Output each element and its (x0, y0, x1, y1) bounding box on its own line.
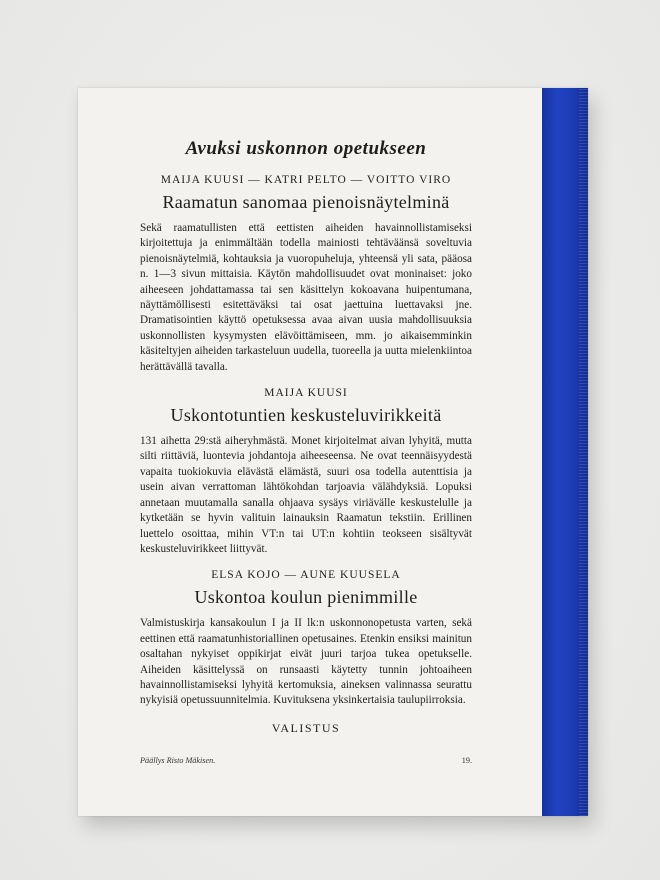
book-entry-2 (140, 387, 472, 557)
book-2-description: 131 aihetta 29:stä aiheryhmästä. Monet kirjoitelmat aivan lyhyitä, mutta silti riittäviä, luontevia johdantoja aiheeseensa. Ne ovat teennäisyydestä vapaita tuokiokuvia elävästä elämästä, suuri osa todella autenttisia ja usein aivan verrattoman lähtökohdan tarjoavia välähdyksiä. Lopuksi annetaan muutamalla sanalla ohjaava sysäys viriävälle keskustelulle ja kytketään se hyvin valituin lainauksin Raamatun tekstiin. Erillinen luettelo osoittaa, mihin VT:n tai UT:n kohtiin teokseen sisältyvät keskusteluvirikkeet liittyvät. (140, 435, 472, 555)
book-1-title: Raamatun sanomaa pienoisnäytelminä (162, 192, 450, 212)
book-2-title: Uskontotuntien keskusteluvirikkeitä (170, 405, 442, 426)
book-entry-1 (140, 174, 472, 375)
catalog-number: 19. (461, 756, 472, 765)
cover-page (78, 88, 542, 816)
book-3-authors: ELSA KOJO — AUNE KUUSELA (211, 569, 401, 582)
blue-spine (542, 88, 588, 816)
cover-text (140, 138, 472, 736)
publisher-name: VALISTUS (271, 720, 341, 735)
book-3-description: Valmistuskirja kansakoulun I ja II lk:n uskonnonopetusta varten, sekä eettinen että raamatunhistoriallinen opetusaines. Etenkin ensiksi mainitun osaltahan nykyiset oppikirjat eivät juuri tarjoa tukea opetukselle. Aiheiden käsittelyssä on runsaasti käytetty tunnin johtoaiheen havainnollistamiseksi lyhyitä kertomuksia, aineksen valinnassa seurattu nykyisiä opetussuunnitelmia. Kuvituksena yksinkertaisia taulupiirroksia. (140, 617, 472, 707)
book-entry-3 (140, 569, 472, 708)
cover-credit: Päällys Risto Mäkisen. (140, 756, 216, 765)
series-title: Avuksi uskonnon opetukseen (185, 138, 427, 159)
cover-footer (140, 756, 472, 765)
book-1-authors: MAIJA KUUSI — KATRI PELTO — VOITTO VIRO (160, 174, 452, 186)
book-2-authors: MAIJA KUUSI (264, 387, 348, 400)
book-3-title: Uskontoa koulun pienimmille (194, 587, 418, 608)
book-1-description: Sekä raamatullisten että eettisten aiheiden havainnollistamiseksi kirjoitettuja ja enimmältään todella mainiosti tehtäväänsä soveltuvia pienoisnäytelmiä, kohtauksia ja vuoropuheluja, yhteensä yli sata, pääosa n. 1—3 sivun mittaisia. Käytön mahdollisuudet ovat moninaiset: joko aiheeseen johdattamassa tai sen käsittelyn kokoavana huipentumana, näyttämöllisesti esitettäväksi tai osat jaettuina luettavaksi jne. Dramatisointien käyttö opetuksessa avaa aivan uusia mahdollisuuksia uskonnollisten kysymysten elävöittämiseen, mm. jo aikaisemminkin käsiteltyjen aiheiden tarkasteluun uudella, tuoreella ja uutta mielenkiintoa herättävällä tavalla. (140, 222, 472, 373)
book-back-cover (78, 88, 588, 816)
